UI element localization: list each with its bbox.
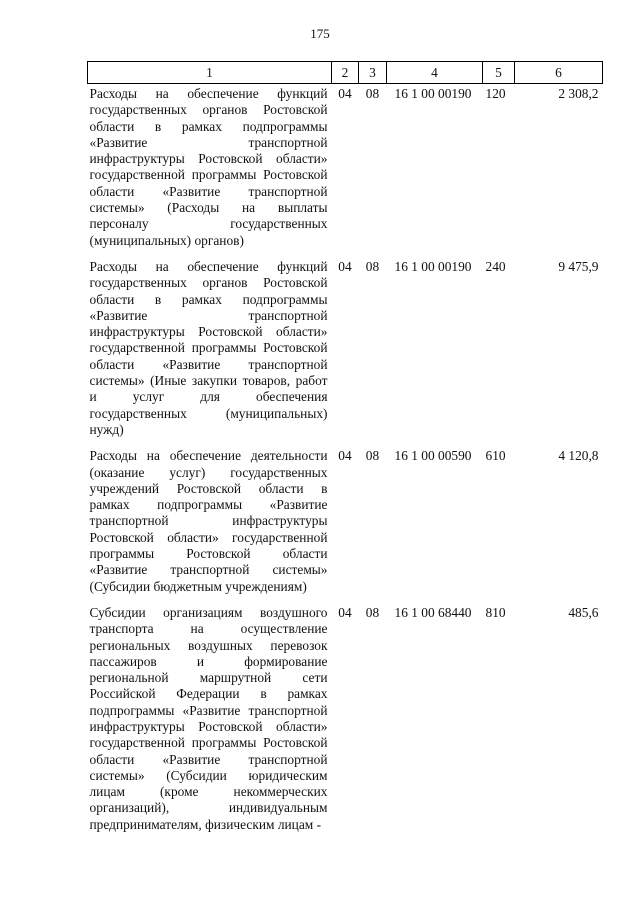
- row-target-code: 16 1 00 00590: [394, 448, 472, 464]
- row-subsection: 08: [365, 258, 380, 274]
- row-description: Расходы на обеспечение функций государственных органов Ростовской области в рамках подпрограммы «Развитие транспортной инфраструктуры Ростовской области» государственной программы Ростовской области «Развитие транспортной системы» (Расходы на выплаты персоналу государственных (муниципальных) органов): [89, 86, 328, 248]
- row-amount: 2 308,2: [558, 86, 599, 101]
- table-row: [88, 257, 603, 446]
- header-col-2: 2: [332, 62, 359, 84]
- table-row: [88, 446, 603, 603]
- row-subsection: 08: [365, 86, 380, 101]
- table-row: [88, 84, 603, 257]
- row-expense-type: 610: [485, 448, 506, 464]
- row-target-code: 16 1 00 00190: [394, 258, 472, 274]
- header-col-3: 3: [359, 62, 387, 84]
- row-section: 04: [338, 604, 352, 620]
- row-subsection: 08: [365, 604, 380, 620]
- row-section: 04: [338, 86, 352, 101]
- header-col-1: 1: [88, 62, 332, 84]
- page-number: 175: [310, 26, 330, 41]
- row-target-code: 16 1 00 00190: [394, 86, 472, 101]
- header-col-6: 6: [515, 62, 603, 84]
- row-description: Субсидии организациям воздушного транспорта на осуществление региональных воздушных перевозок пассажиров и формирование региональной маршрутной сети Российской Федерации в рамках подпрограммы «Развитие транспортной инфраструктуры Ростовской области» государственной программы Ростовской области «Развитие транспортной системы» (Субсидии юридическим лицам (кроме некоммерческих организаций), индивидуальным предпринимателям, физическим лицам -: [89, 604, 328, 832]
- header-col-5: 5: [483, 62, 515, 84]
- header-col-4: 4: [387, 62, 483, 84]
- table-header-row: [88, 62, 603, 84]
- row-expense-type: 810: [485, 604, 506, 620]
- row-subsection: 08: [365, 448, 380, 464]
- row-section: 04: [338, 258, 352, 274]
- table-row: [88, 603, 603, 841]
- budget-table: [87, 61, 603, 841]
- row-amount: 9 475,9: [558, 258, 599, 274]
- row-description: Расходы на обеспечение деятельности (оказание услуг) государственных учреждений Ростовской области в рамках подпрограммы «Развитие транспортной инфраструктуры Ростовской области» государственной программы Ростовской области «Развитие транспортной системы» (Субсидии бюджетным учреждениям): [89, 448, 328, 594]
- row-expense-type: 240: [485, 258, 506, 274]
- row-amount: 4 120,8: [558, 448, 599, 464]
- row-amount: 485,6: [568, 604, 599, 620]
- row-description: Расходы на обеспечение функций государственных органов Ростовской области в рамках подпрограммы «Развитие транспортной инфраструктуры Ростовской области» государственной программы Ростовской области «Развитие транспортной системы» (Иные закупки товаров, работ и услуг для обеспечения государственных (муниципальных) нужд): [89, 258, 328, 437]
- row-expense-type: 120: [485, 86, 506, 101]
- row-section: 04: [338, 448, 352, 464]
- row-target-code: 16 1 00 68440: [394, 604, 472, 620]
